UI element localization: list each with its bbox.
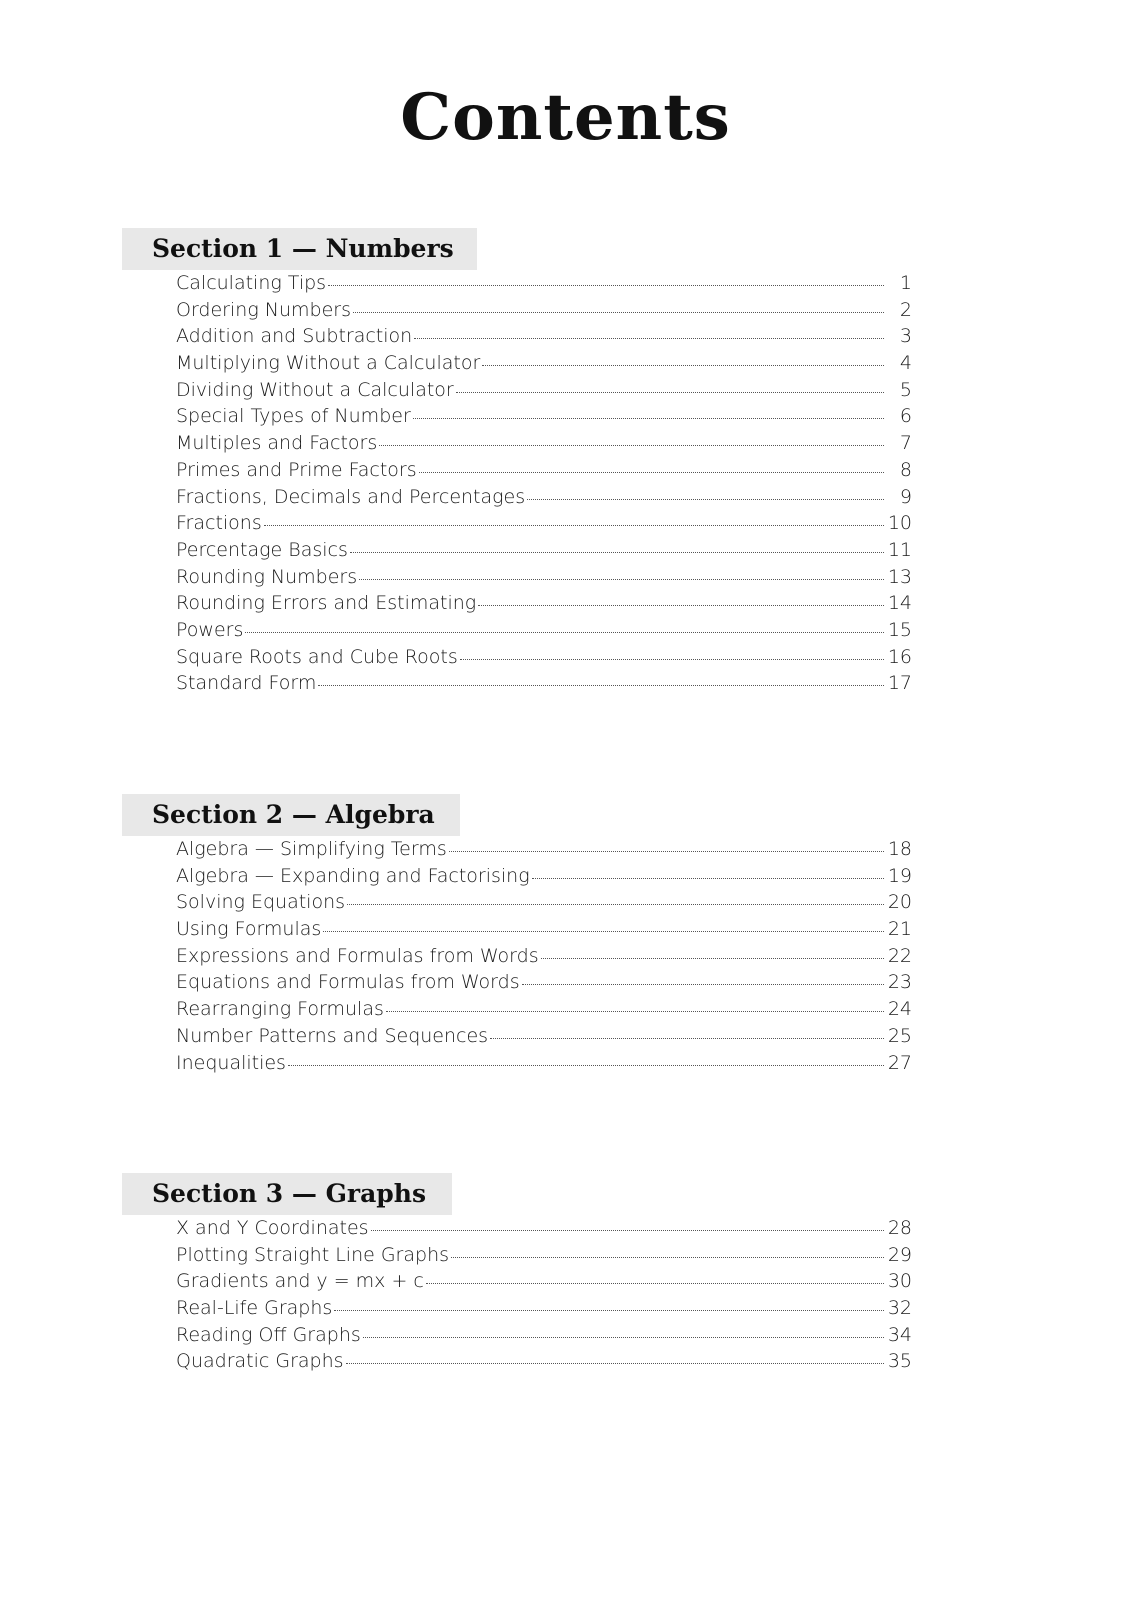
toc-entry-page-number: 9 [899, 485, 912, 508]
toc-entry-page-number: 20 [887, 891, 912, 914]
toc-entry-title: Plotting Straight Line Graphs [176, 1243, 450, 1266]
toc-entry-page-number: 29 [887, 1243, 912, 1266]
toc-entry [176, 350, 912, 377]
toc-entry [176, 670, 912, 697]
toc-entry-page-number: 24 [887, 998, 912, 1021]
toc-entry-page-number: 34 [887, 1323, 912, 1346]
dot-leader [347, 904, 884, 905]
section-heading: Section 1 — Numbers [122, 228, 477, 270]
toc-entry [176, 270, 912, 297]
toc-entry-page-number: 22 [887, 944, 912, 967]
dot-leader [456, 392, 884, 393]
dot-leader [413, 418, 884, 419]
dot-leader [419, 472, 884, 473]
toc-entry-title: Rearranging Formulas [176, 998, 384, 1021]
dot-leader [245, 632, 884, 633]
toc-entry-page-number: 1 [899, 272, 912, 294]
toc-entry [176, 484, 912, 511]
dot-leader [318, 685, 884, 686]
toc-entry-page-number: 18 [887, 838, 912, 860]
toc-entry-page-number: 19 [887, 864, 912, 887]
toc-entry [176, 1295, 912, 1322]
dot-leader [460, 659, 884, 660]
toc-entry-page-number: 10 [887, 512, 912, 535]
toc-entry [176, 564, 912, 591]
toc-entry-title: Reading Off Graphs [176, 1323, 361, 1346]
toc-entry-page-number: 30 [887, 1270, 912, 1293]
dot-leader [363, 1337, 884, 1338]
toc-entry-title: Multiplying Without a Calculator [176, 352, 481, 375]
dot-leader [414, 338, 884, 339]
toc-entry [176, 617, 912, 644]
toc-entry-page-number: 16 [887, 645, 912, 668]
section-heading: Section 2 — Algebra [122, 794, 460, 836]
toc-entry-title: Using Formulas [176, 918, 322, 941]
toc-entry-page-number: 13 [887, 565, 912, 588]
toc-entry [176, 590, 912, 617]
toc-entry-title: X and Y Coordinates [176, 1217, 369, 1239]
toc-entry-page-number: 14 [887, 592, 912, 615]
toc-entry-title: Primes and Prime Factors [176, 458, 417, 481]
toc-entry-title: Rounding Errors and Estimating [176, 592, 477, 615]
section-heading: Section 3 — Graphs [122, 1173, 452, 1215]
dot-leader [346, 1363, 884, 1364]
toc-entry-page-number: 23 [887, 971, 912, 994]
toc-entry-title: Square Roots and Cube Roots [176, 645, 458, 668]
dot-leader [449, 851, 884, 852]
dot-leader [264, 525, 884, 526]
toc-entry-title: Gradients and y = mx + c [176, 1270, 424, 1293]
toc-entry [176, 943, 912, 970]
toc-entry-title: Expressions and Formulas from Words [176, 944, 539, 967]
toc-entry-title: Fractions, Decimals and Percentages [176, 485, 526, 508]
toc-entry-page-number: 2 [899, 298, 912, 321]
toc-entry [176, 1050, 912, 1077]
dot-leader [490, 1038, 884, 1039]
toc-entry-title: Inequalities [176, 1051, 286, 1074]
dot-leader [350, 552, 884, 553]
dot-leader [386, 1011, 884, 1012]
dot-leader [334, 1310, 884, 1311]
toc-entry [176, 863, 912, 890]
toc-entry [176, 1348, 912, 1375]
toc-entry [176, 377, 912, 404]
toc-entry-page-number: 4 [899, 352, 912, 375]
toc-list [122, 836, 912, 1076]
dot-leader [353, 312, 884, 313]
dot-leader [288, 1065, 884, 1066]
dot-leader [371, 1230, 884, 1231]
toc-entry [176, 1215, 912, 1242]
toc-entry-title: Ordering Numbers [176, 298, 351, 321]
toc-entry [176, 1322, 912, 1349]
toc-entry [176, 916, 912, 943]
toc-entry-page-number: 7 [899, 432, 912, 455]
dot-leader [482, 365, 884, 366]
toc-entry [176, 403, 912, 430]
dot-leader [359, 579, 884, 580]
dot-leader [541, 958, 884, 959]
page-title: Contents [400, 80, 731, 155]
toc-entry [176, 537, 912, 564]
toc-entry [176, 457, 912, 484]
toc-entry-page-number: 8 [899, 458, 912, 481]
toc-entry-page-number: 25 [887, 1024, 912, 1047]
toc-entry-page-number: 3 [899, 325, 912, 348]
dot-leader [522, 984, 884, 985]
toc-entry-title: Algebra — Expanding and Factorising [176, 864, 530, 887]
toc-entry-page-number: 11 [887, 538, 912, 561]
toc-entry-title: Equations and Formulas from Words [176, 971, 520, 994]
toc-list [122, 1215, 912, 1375]
dot-leader [328, 285, 884, 286]
toc-entry-page-number: 27 [887, 1051, 912, 1074]
dot-leader [532, 878, 884, 879]
dot-leader [323, 931, 884, 932]
toc-entry-title: Algebra — Simplifying Terms [176, 838, 447, 860]
toc-entry-title: Real-Life Graphs [176, 1297, 333, 1320]
toc-entry [176, 1242, 912, 1269]
toc-entry [176, 323, 912, 350]
toc-entry [176, 510, 912, 537]
toc-entry [176, 644, 912, 671]
toc-entry-page-number: 17 [887, 672, 912, 695]
toc-entry-page-number: 21 [887, 918, 912, 941]
toc-entry-page-number: 35 [887, 1350, 912, 1373]
dot-leader [451, 1257, 884, 1258]
dot-leader [379, 445, 884, 446]
dot-leader [426, 1283, 884, 1284]
toc-entry-title: Special Types of Number [176, 405, 411, 428]
section-algebra [122, 794, 912, 1076]
toc-entry [176, 1023, 912, 1050]
toc-entry-title: Standard Form [176, 672, 317, 695]
toc-entry-title: Dividing Without a Calculator [176, 378, 454, 401]
toc-entry-title: Calculating Tips [176, 272, 327, 294]
toc-entry-page-number: 15 [887, 618, 912, 641]
toc-entry [176, 836, 912, 863]
dot-leader [478, 605, 884, 606]
toc-entry [176, 1268, 912, 1295]
toc-entry [176, 889, 912, 916]
section-graphs [122, 1173, 912, 1375]
toc-entry-page-number: 6 [899, 405, 912, 428]
dot-leader [527, 499, 884, 500]
toc-entry [176, 969, 912, 996]
toc-entry-title: Solving Equations [176, 891, 346, 914]
toc-entry [176, 297, 912, 324]
toc-list [122, 270, 912, 697]
toc-entry [176, 430, 912, 457]
toc-entry-title: Percentage Basics [176, 538, 348, 561]
toc-entry [176, 996, 912, 1023]
toc-entry-title: Multiples and Factors [176, 432, 378, 455]
toc-entry-page-number: 32 [887, 1297, 912, 1320]
toc-entry-title: Powers [176, 618, 244, 641]
toc-entry-title: Rounding Numbers [176, 565, 358, 588]
toc-entry-title: Fractions [176, 512, 262, 535]
toc-entry-page-number: 28 [887, 1217, 912, 1239]
toc-entry-page-number: 5 [899, 378, 912, 401]
toc-entry-title: Quadratic Graphs [176, 1350, 344, 1373]
toc-entry-title: Number Patterns and Sequences [176, 1024, 489, 1047]
toc-entry-title: Addition and Subtraction [176, 325, 413, 348]
section-numbers [122, 228, 912, 697]
